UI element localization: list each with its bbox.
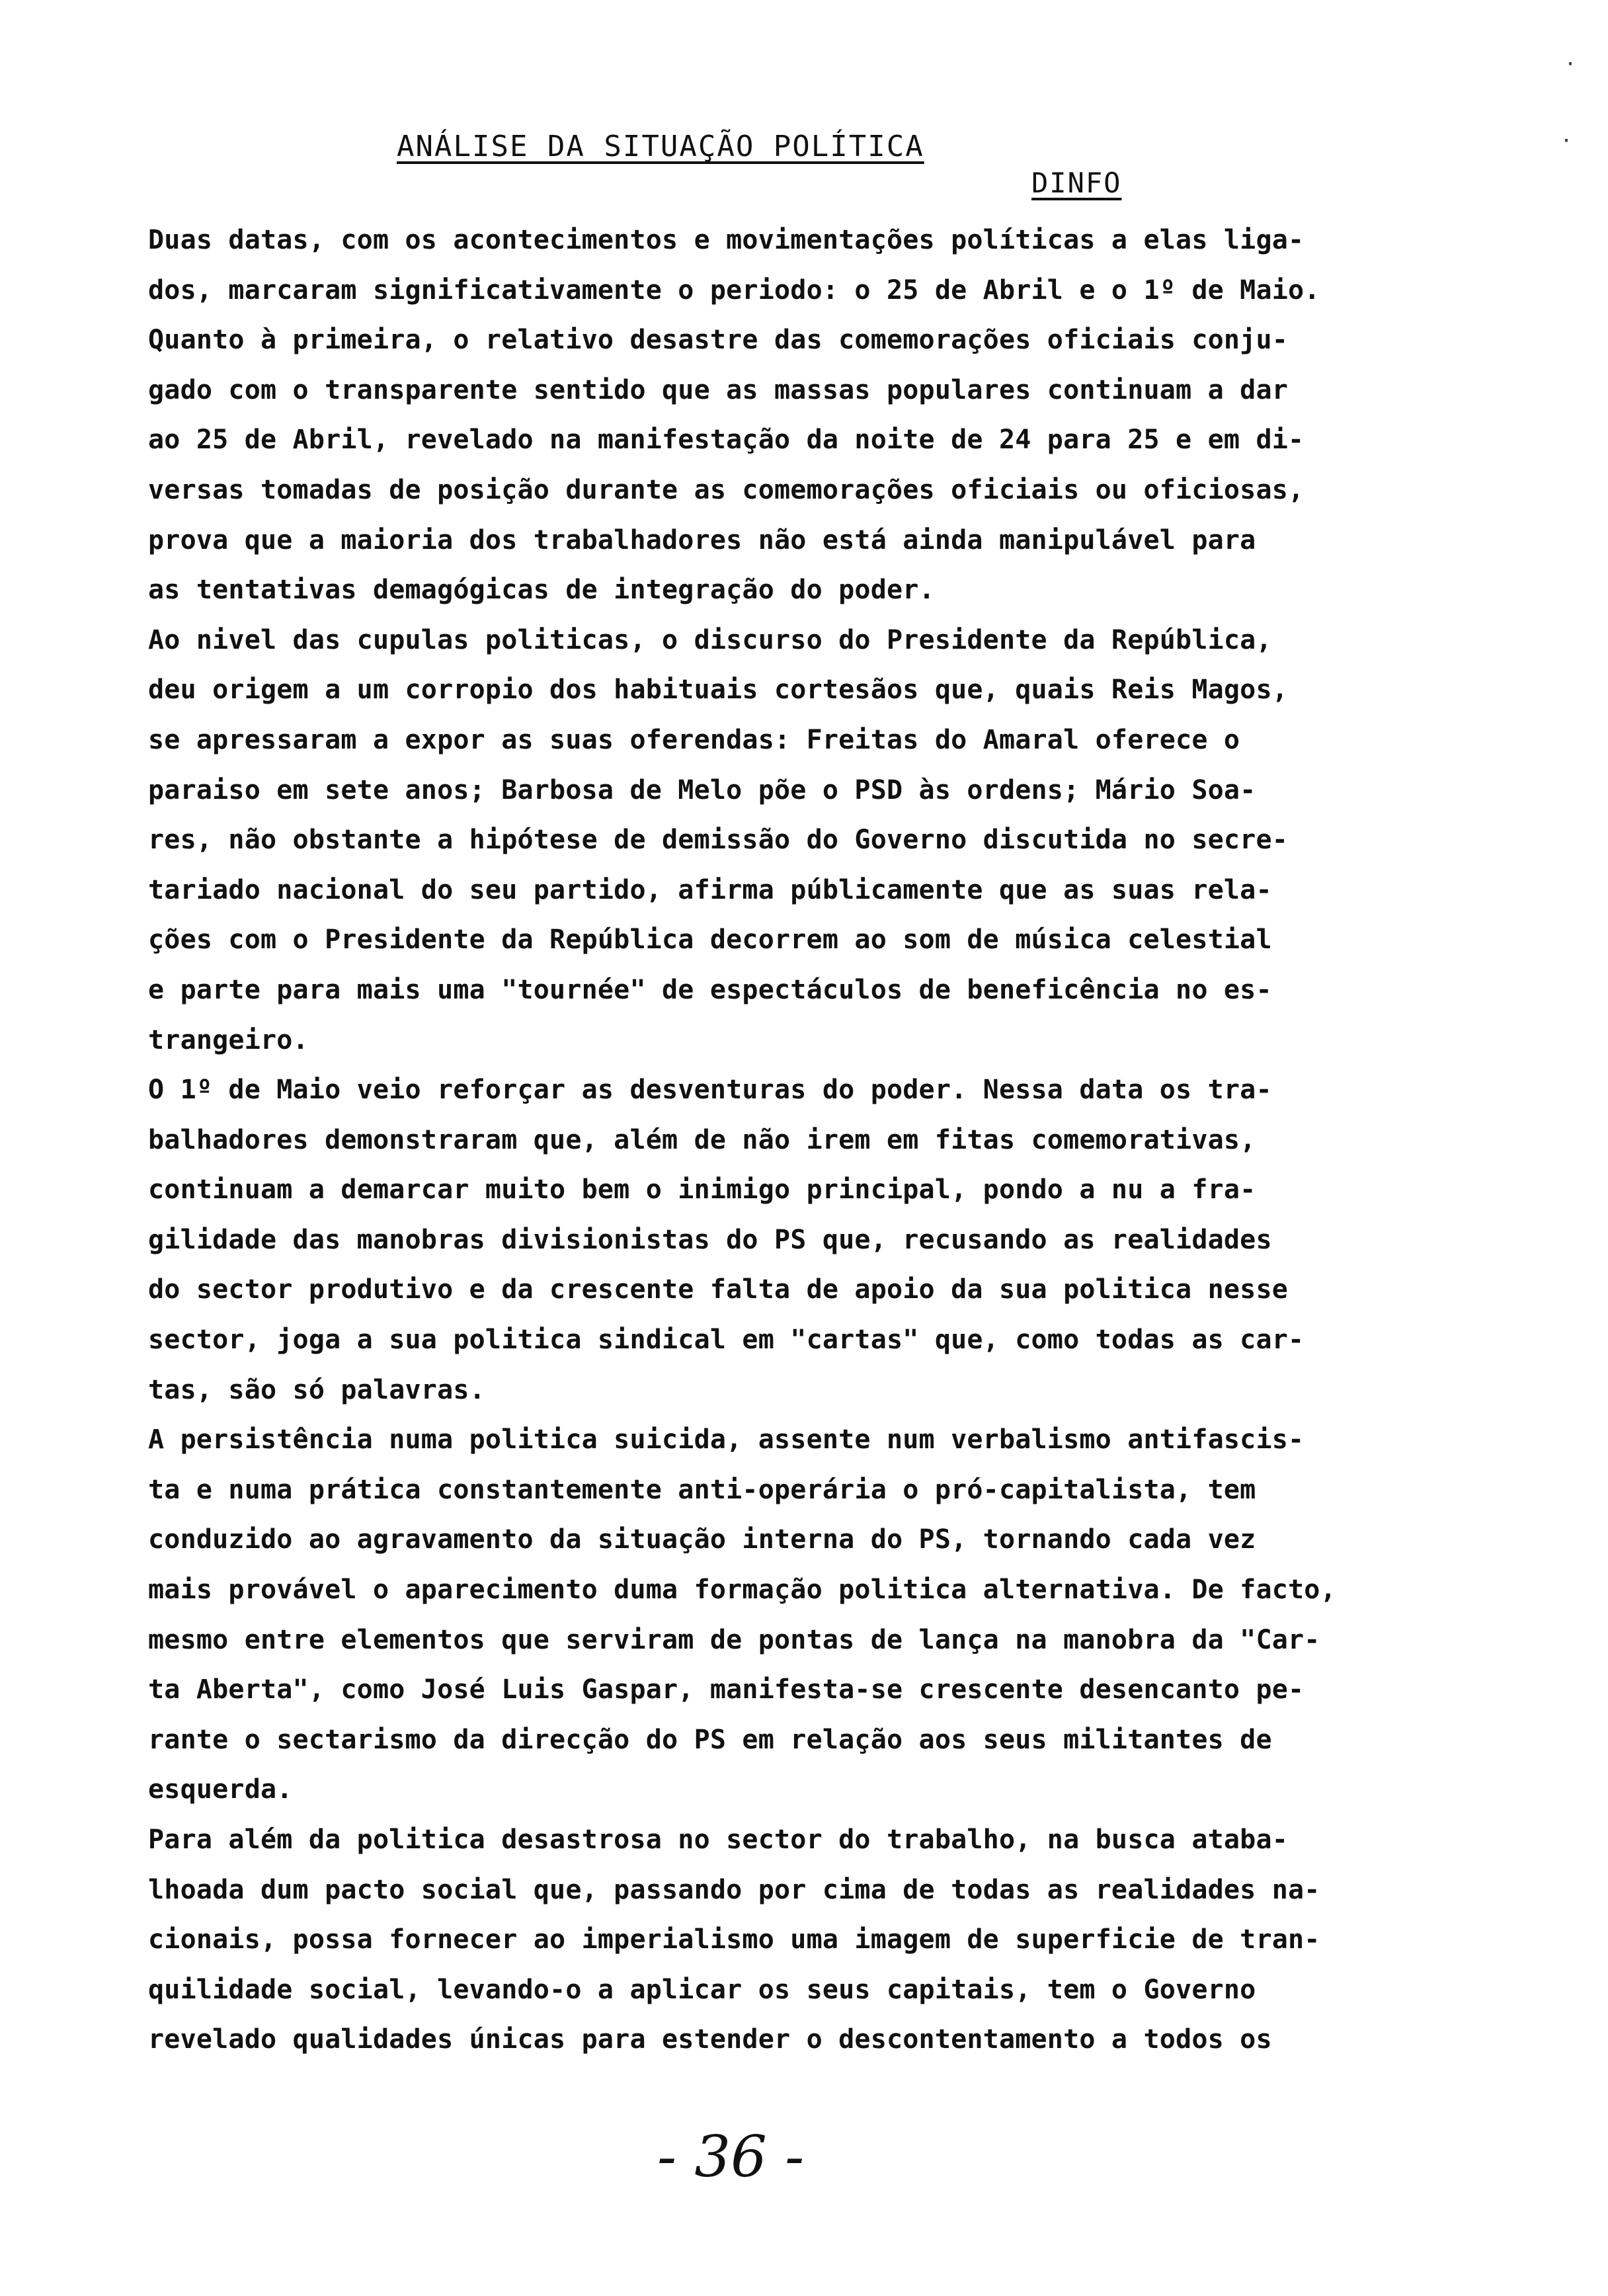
text-line: revelado qualidades únicas para estender o descontentamento a todos os <box>148 2024 1272 2055</box>
text-line: ções com o Presidente da República decorrem ao som de música celestial <box>148 924 1272 956</box>
text-line: gado com o transparente sentido que as massas populares continuam a dar <box>148 374 1289 405</box>
text-line: ta Aberta", como José Luis Gaspar, manifesta-se crescente desencanto pe- <box>148 1674 1305 1705</box>
text-line: e parte para mais uma "tournée" de espectáculos de beneficência no es- <box>148 974 1272 1005</box>
text-line: dos, marcaram significativamente o periodo: o 25 de Abril e o 1º de Maio. <box>148 274 1320 306</box>
text-line: mesmo entre elementos que serviram de pontas de lança na manobra da "Car- <box>148 1624 1320 1655</box>
text-line: O 1º de Maio veio reforçar as desventuras do poder. Nessa data os tra- <box>148 1075 1272 1106</box>
body-text <box>148 216 1444 2065</box>
text-line: Quanto à primeira, o relativo desastre das comemorações oficiais conju- <box>148 325 1289 356</box>
text-line: continuam a demarcar muito bem o inimigo principal, pondo a nu a fra- <box>148 1174 1256 1206</box>
text-line: Duas datas, com os acontecimentos e movimentações políticas a elas liga- <box>148 225 1305 255</box>
text-line: paraiso em sete anos; Barbosa de Melo põe o PSD às ordens; Mário Soa- <box>148 774 1256 805</box>
text-line: quilidade social, levando-o a aplicar os seus capitais, tem o Governo <box>148 1974 1256 2005</box>
text-line: se apressaram a expor as suas oferendas: Freitas do Amaral oferece o <box>148 724 1240 755</box>
text-line: cionais, possa fornecer ao imperialismo uma imagem de superficie de tran- <box>148 1924 1320 1955</box>
page-number: - 36 - <box>657 2124 805 2190</box>
text-line: gilidade das manobras divisionistas do PS que, recusando as realidades <box>148 1224 1272 1255</box>
text-line: deu origem a um corropio dos habituais cortesãos que, quais Reis Magos, <box>148 675 1289 706</box>
text-line: Ao nivel das cupulas politicas, o discurso do Presidente da República, <box>148 624 1272 655</box>
text-line: ta e numa prática constantemente anti-operária o pró-capitalista, tem <box>148 1474 1256 1505</box>
text-line: mais provável o aparecimento duma formação politica alternativa. De facto, <box>148 1575 1336 1606</box>
text-line: prova que a maioria dos trabalhadores não está ainda manipulável para <box>148 524 1256 555</box>
text-line: esquerda. <box>148 1774 293 1805</box>
text-line: res, não obstante a hipótese de demissão do Governo discutida no secre- <box>148 825 1289 856</box>
text-line: trangeiro. <box>148 1024 309 1055</box>
text-line: sector, joga a sua politica sindical em "cartas" que, como todas as car- <box>148 1325 1305 1356</box>
text-line: tariado nacional do seu partido, afirma públicamente que as suas rela- <box>148 874 1272 905</box>
scan-speck: · <box>1564 53 1577 76</box>
department-label: DINFO <box>1031 167 1122 199</box>
document-title: ANÁLISE DA SITUAÇÃO POLÍTICA <box>397 130 924 163</box>
text-line: do sector produtivo e da crescente falta de apoio da sua politica nesse <box>148 1274 1289 1305</box>
text-line: rante o sectarismo da direcção do PS em relação aos seus militantes de <box>148 1724 1272 1755</box>
text-line: Para além da politica desastrosa no sector do trabalho, na busca ataba- <box>148 1824 1289 1855</box>
text-line: balhadores demonstraram que, além de não irem em fitas comemorativas, <box>148 1124 1256 1155</box>
text-line: A persistência numa politica suicida, assente num verbalismo antifascis- <box>148 1424 1305 1456</box>
text-line: lhoada dum pacto social que, passando por cima de todas as realidades na- <box>148 1874 1320 1905</box>
scan-speck: · <box>1560 130 1573 153</box>
text-line: versas tomadas de posição durante as comemorações oficiais ou oficiosas, <box>148 474 1305 505</box>
text-line: tas, são só palavras. <box>148 1374 485 1405</box>
text-line: as tentativas demagógicas de integração do poder. <box>148 575 935 606</box>
text-line: ao 25 de Abril, revelado na manifestação da noite de 24 para 25 e em di- <box>148 425 1305 456</box>
text-line: conduzido ao agravamento da situação interna do PS, tornando cada vez <box>148 1524 1256 1555</box>
